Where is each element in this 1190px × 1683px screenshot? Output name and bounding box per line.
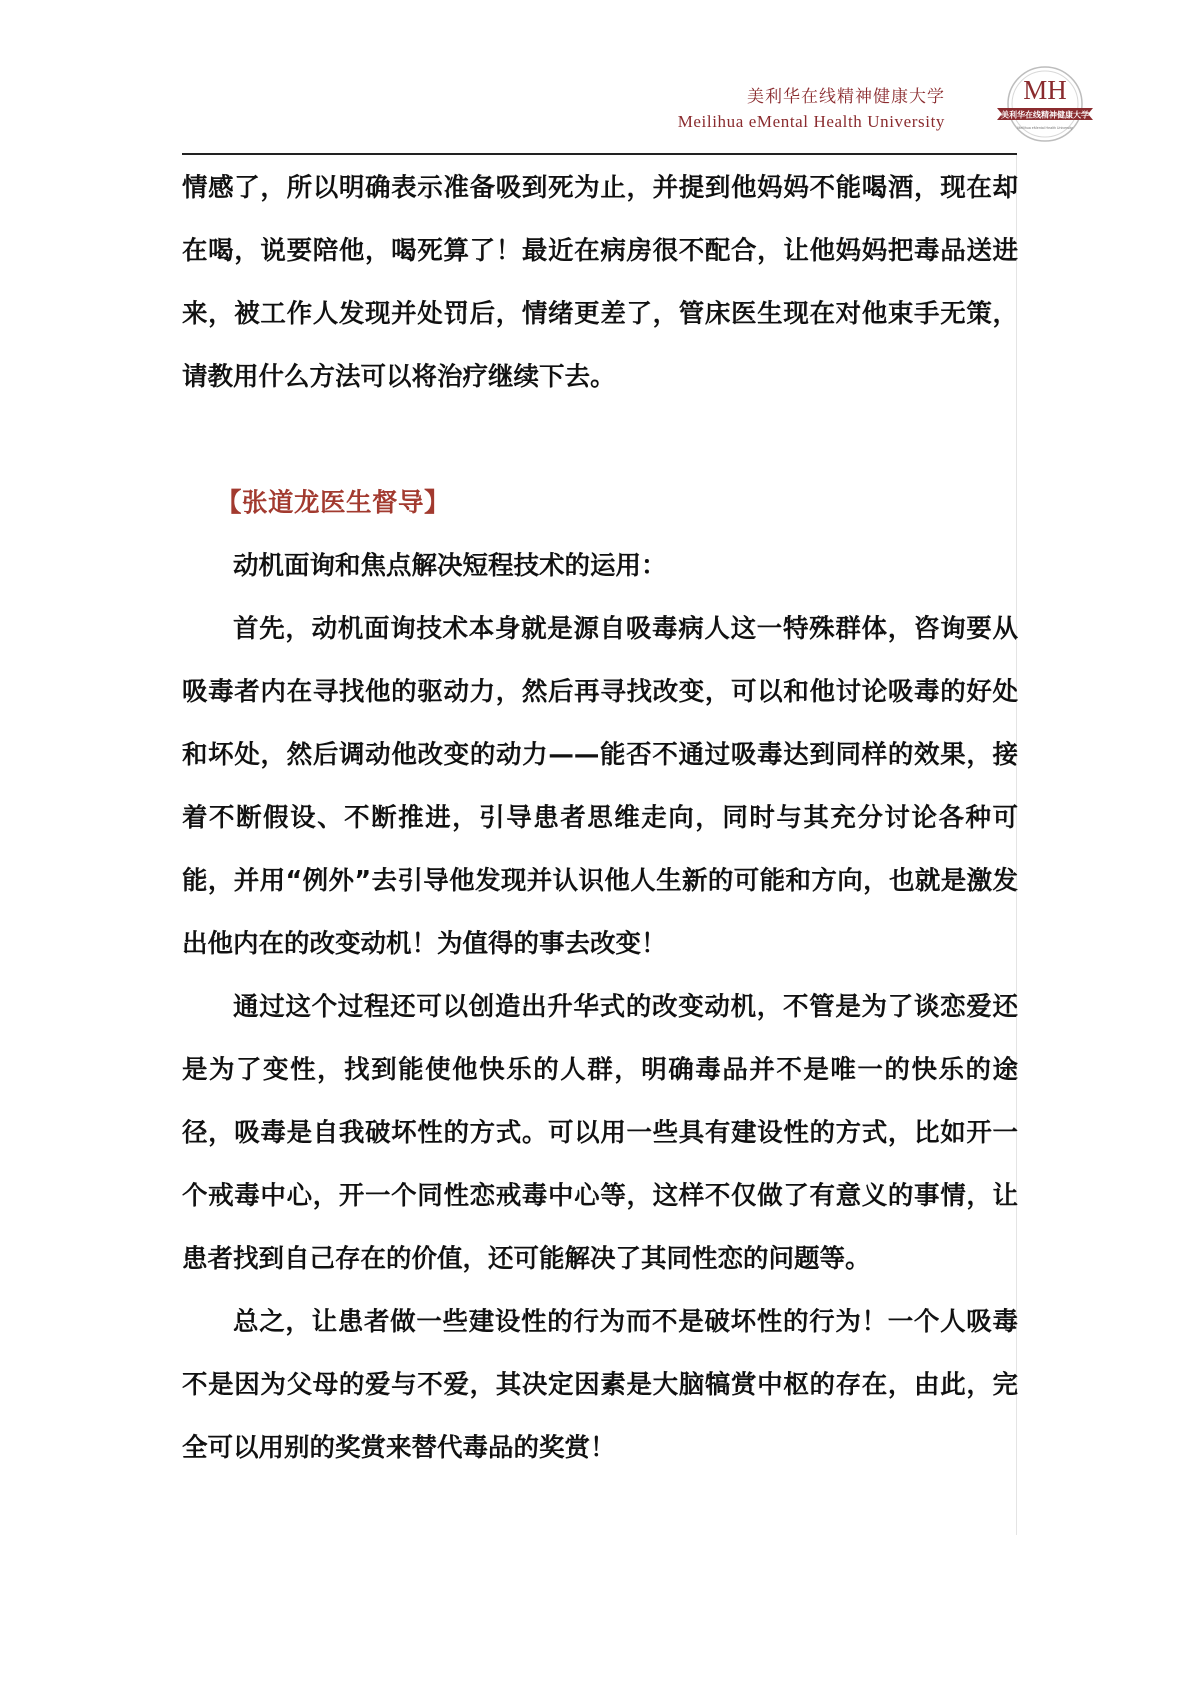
body-paragraph-2: 通过这个过程还可以创造出升华式的改变动机，不管是为了谈恋爱还是为了变性，找到能使他快乐的人群，明确毒品并不是唯一的快乐的途径，吸毒是自我破坏性的方式。可以用一些具有建设性的方式，比如开一个戒毒中心，开一个同性恋戒毒中心等，这样不仅做了有意义的事情，让患者找到自己存在的价值，还可能解决了其同性恋的问题等。 <box>182 992 1018 1274</box>
body-paragraph-1: 首先，动机面询技术本身就是源自吸毒病人这一特殊群体，咨询要从吸毒者内在寻找他的驱动力，然后再寻找改变，可以和他讨论吸毒的好处和坏处，然后调动他改变的动力——能否不通过吸毒达到同样的效果，接着不断假设、不断推进，引导患者思维走向，同时与其充分讨论各种可能，并用“例外”去引导他发现并认识他人生新的可能和方向，也就是激发出他内在的改变动机！为值得的事去改变！ <box>182 614 1018 959</box>
document-body <box>182 157 1018 1480</box>
university-seal-logo <box>993 64 1097 148</box>
header-divider <box>182 153 1017 155</box>
org-name-cn: 美利华在线精神健康大学 <box>747 87 945 106</box>
page-header <box>182 70 1089 156</box>
org-name-en: Meilihua eMental Health University <box>677 112 945 131</box>
logo-small-text: Meilihua eMental Health University <box>1017 126 1073 130</box>
paragraph-spacer <box>182 409 1018 472</box>
header-org-text <box>678 86 945 134</box>
intro-paragraph: 情感了，所以明确表示准备吸到死为止，并提到他妈妈不能喝酒，现在却在喝，说要陪他，喝死算了！最近在病房很不配合，让他妈妈把毒品送进来，被工作人发现并处罚后，情绪更差了，管床医生现在对他束手无策，请教用什么方法可以将治疗继续下去。 <box>182 173 1018 392</box>
logo-banner-text: 美利华在线精神健康大学 <box>1001 110 1089 120</box>
body-paragraph-3: 总之，让患者做一些建设性的行为而不是破坏性的行为！一个人吸毒不是因为父母的爱与不爱，其决定因素是大脑犒赏中枢的存在，由此，完全可以用别的奖赏来替代毒品的奖赏！ <box>182 1307 1018 1463</box>
section-subtitle: 动机面询和焦点解决短程技术的运用： <box>233 551 667 581</box>
logo-mh-text: MH <box>1023 75 1067 105</box>
section-title: 【张道龙医生督导】 <box>216 488 451 518</box>
